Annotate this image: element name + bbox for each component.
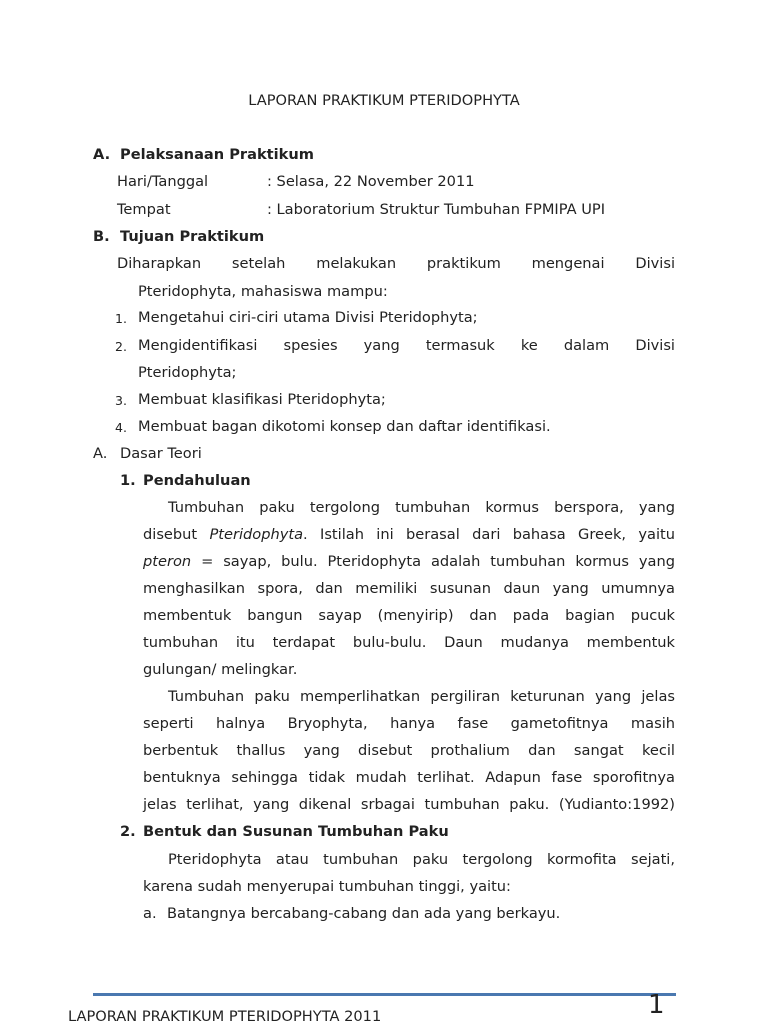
footer-rule	[93, 993, 676, 996]
list-item-1: Mengetahui ciri-ciri utama Divisi Pteridophyta;	[138, 309, 478, 326]
hari-label: Hari/Tanggal	[117, 173, 209, 190]
page-title: LAPORAN PRAKTIKUM PTERIDOPHYTA	[248, 92, 520, 109]
footer-text: LAPORAN PRAKTIKUM PTERIDOPHYTA 2011	[68, 1008, 382, 1025]
list-num-4: 4.	[115, 420, 127, 435]
list-num-1: 1.	[115, 311, 127, 326]
p1-line6: tumbuhan itu terdapat bulu-bulu. Daun mudanya membentuk	[143, 634, 675, 651]
sub1-num: 1.	[120, 472, 136, 489]
p1-line5: membentuk bangun sayap (menyirip) dan pada bagian pucuk	[143, 607, 675, 624]
section-c-letter: A.	[93, 445, 108, 462]
p3-line2: karena sudah menyerupai tumbuhan tinggi, yaitu:	[143, 878, 511, 895]
p3-line1: Pteridophyta atau tumbuhan paku tergolong kormofita sejati,	[168, 851, 675, 868]
tempat-label: Tempat	[117, 201, 171, 218]
section-b-letter: B.	[93, 228, 110, 245]
list-item-4: Membuat bagan dikotomi konsep dan daftar identifikasi.	[138, 418, 551, 435]
p1-line3: pteron = sayap, bulu. Pteridophyta adalah tumbuhan kormus yang	[143, 553, 675, 570]
hari-value: : Selasa, 22 November 2011	[267, 173, 475, 190]
p1-line7: gulungan/ melingkar.	[143, 661, 298, 678]
p2-line2: seperti halnya Bryophyta, hanya fase gametofitnya masih	[143, 715, 675, 732]
list-item-2-line1: Mengidentifikasi spesies yang termasuk ke dalam Divisi	[138, 337, 675, 354]
tujuan-intro-line1: Diharapkan setelah melakukan praktikum mengenai Divisi	[117, 255, 675, 272]
sub2-num: 2.	[120, 823, 136, 840]
p1-line1: Tumbuhan paku tergolong tumbuhan kormus berspora, yang	[168, 499, 675, 516]
page-number: 1	[648, 990, 665, 1020]
section-c-title: Dasar Teori	[120, 445, 202, 462]
list-num-3: 3.	[115, 393, 127, 408]
tempat-value: : Laboratorium Struktur Tumbuhan FPMIPA UPI	[267, 201, 605, 218]
p1-line4: menghasilkan spora, dan memiliki susunan daun yang umumnya	[143, 580, 675, 597]
list-item-3: Membuat klasifikasi Pteridophyta;	[138, 391, 386, 408]
list-num-2: 2.	[115, 339, 127, 354]
p1-line2: disebut Pteridophyta. Istilah ini berasal dari bahasa Greek, yaitu	[143, 526, 675, 543]
tujuan-intro-line2: Pteridophyta, mahasiswa mampu:	[138, 283, 388, 300]
p2-line1: Tumbuhan paku memperlihatkan pergiliran keturunan yang jelas	[168, 688, 675, 705]
sub1-title: Pendahuluan	[143, 472, 251, 489]
item-a-text: Batangnya bercabang-cabang dan ada yang berkayu.	[167, 905, 561, 922]
p2-line3: berbentuk thallus yang disebut prothalium dan sangat kecil	[143, 742, 675, 759]
item-a-letter: a.	[143, 905, 157, 922]
sub2-title: Bentuk dan Susunan Tumbuhan Paku	[143, 823, 449, 840]
p2-line4: bentuknya sehingga tidak mudah terlihat. Adapun fase sporofitnya	[143, 769, 675, 786]
section-b-title: Tujuan Praktikum	[120, 228, 265, 245]
list-item-2-line2: Pteridophyta;	[138, 364, 237, 381]
section-a-title: Pelaksanaan Praktikum	[120, 146, 314, 163]
section-a-letter: A.	[93, 146, 111, 163]
p2-line5: jelas terlihat, yang dikenal srbagai tumbuhan paku. (Yudianto:1992)	[143, 796, 675, 813]
